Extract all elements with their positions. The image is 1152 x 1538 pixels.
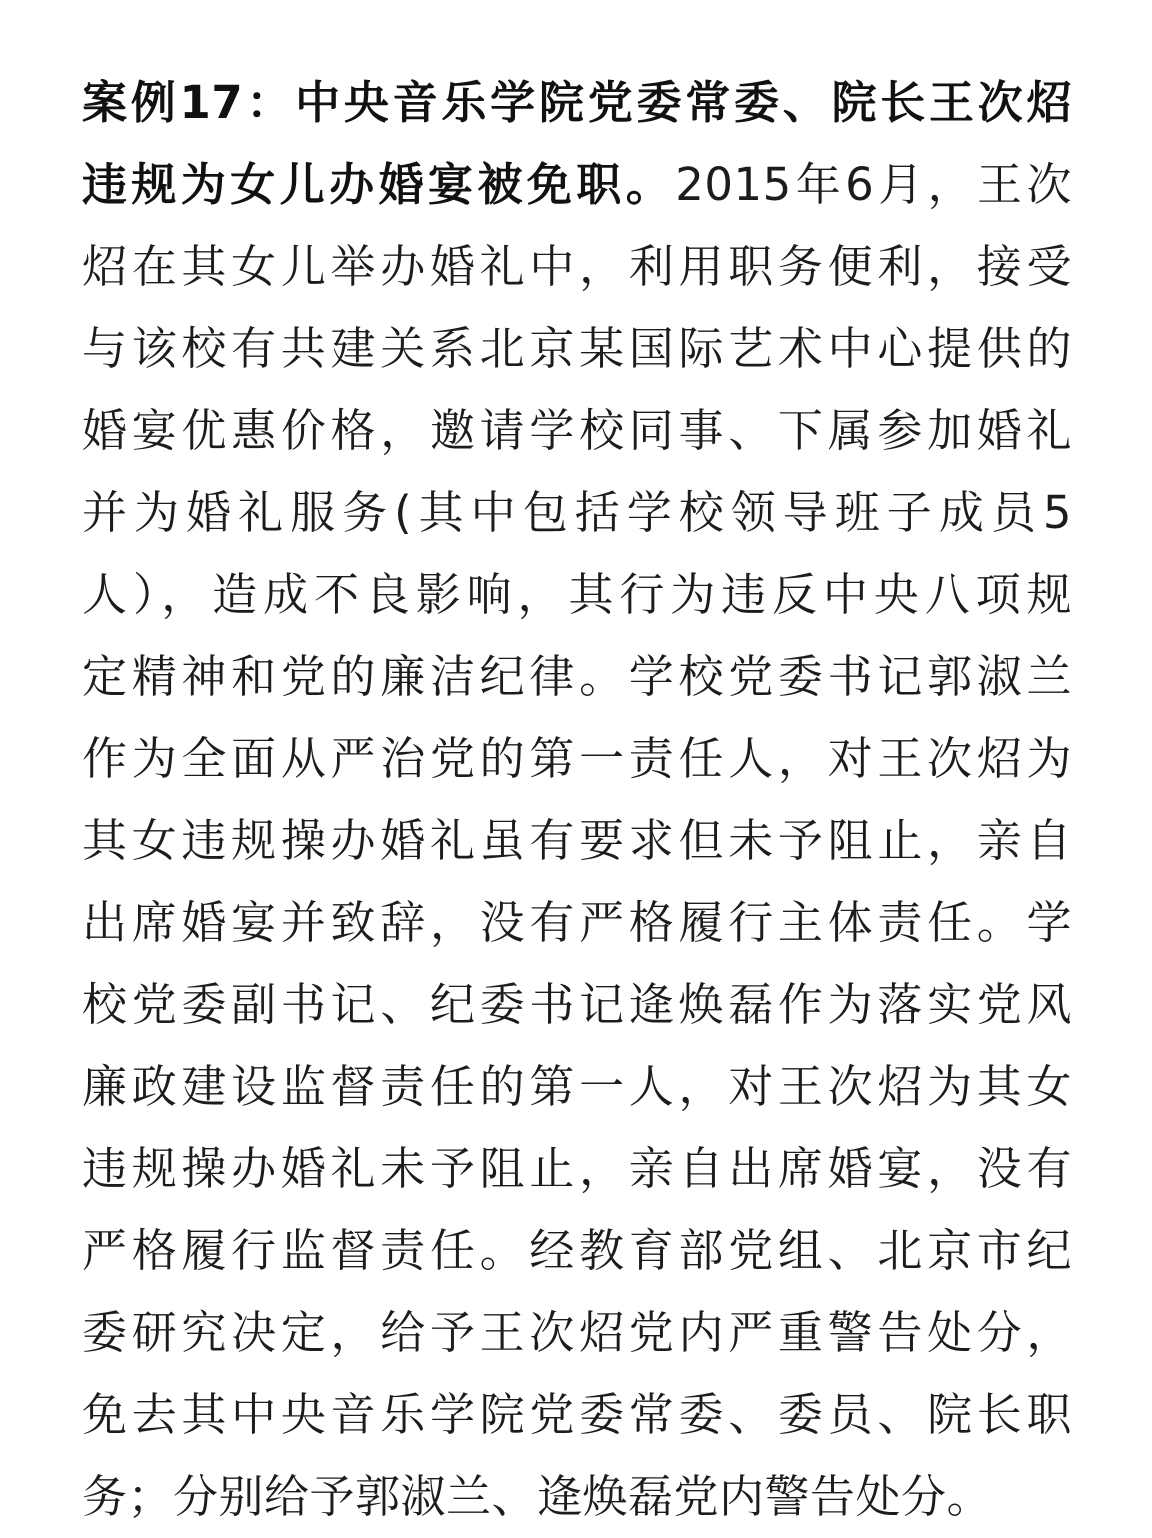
body-line: 严格履行监督责任。经教育部党组、北京市纪 — [82, 1224, 1072, 1277]
body-line: 并为婚礼服务(其中包括学校领导班子成员5 — [82, 486, 1072, 539]
body-line: 其女违规操办婚礼虽有要求但未予阻止，亲自 — [82, 814, 1072, 867]
headline-line-2 — [82, 144, 1072, 226]
body-line: 炤在其女儿举办婚礼中，利用职务便利，接受 — [82, 240, 1072, 293]
body-line: 出席婚宴并致辞，没有严格履行主体责任。学 — [82, 896, 1072, 949]
body-line: 违规操办婚礼未予阻止，亲自出席婚宴，没有 — [82, 1142, 1072, 1195]
body-line: 作为全面从严治党的第一责任人，对王次炤为 — [82, 732, 1072, 785]
body-line: 廉政建设监督责任的第一人，对王次炤为其女 — [82, 1060, 1072, 1113]
article-body — [82, 62, 1072, 1538]
body-line: 免去其中央音乐学院党委常委、委员、院长职 — [82, 1388, 1072, 1441]
body-line: 人），造成不良影响，其行为违反中央八项规 — [82, 568, 1072, 621]
body-line: 定精神和党的廉洁纪律。学校党委书记郭淑兰 — [82, 650, 1072, 703]
date-text: 2015年6月，王次 — [675, 158, 1072, 211]
headline-tail: 违规为女儿办婚宴被免职。 — [82, 158, 676, 211]
body-line: 与该校有共建关系北京某国际艺术中心提供的 — [82, 322, 1072, 375]
body-line: 校党委副书记、纪委书记逄焕磊作为落实党风 — [82, 978, 1072, 1031]
body-line: 委研究决定，给予王次炤党内严重警告处分， — [82, 1306, 1072, 1359]
body-line: 婚宴优惠价格，邀请学校同事、下属参加婚礼 — [82, 404, 1072, 457]
body-line-last: 务；分别给予郭淑兰、逄焕磊党内警告处分。 — [82, 1470, 993, 1523]
headline-line-1: 案例17：中央音乐学院党委常委、院长王次炤 — [82, 76, 1072, 129]
